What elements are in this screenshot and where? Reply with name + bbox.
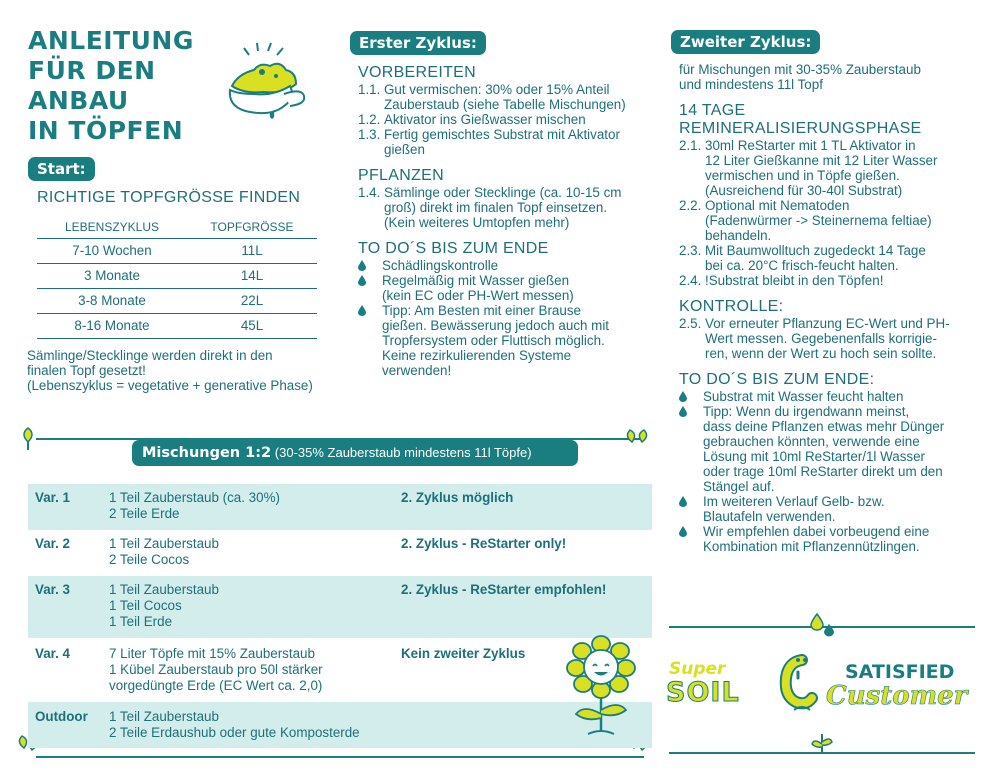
mix-badge-subtitle: (30-35% Zauberstaub mindestens 11l Töpfe) <box>274 445 532 460</box>
list-line: Kombination mit Pflanzennützlingen. <box>703 539 920 554</box>
list-item <box>679 198 979 243</box>
list-line: Optional mit Nematoden <box>705 198 850 213</box>
list-number: 1.3. <box>358 127 381 142</box>
list-line: Sämlinge oder Stecklinge (ca. 10-15 cm <box>384 185 622 200</box>
mix-line: 1 Kübel Zauberstaub pro 50l stärker <box>109 662 323 677</box>
list-line: Im weiteren Verlauf Gelb- bzw. <box>703 494 885 509</box>
mix-line: 1 Teil Zauberstaub <box>109 709 219 724</box>
title-line: ANLEITUNG <box>28 26 194 55</box>
list-line: 30ml ReStarter mit 1 TL Aktivator in <box>705 138 916 153</box>
cycle2-badge: Zweiter Zyklus: <box>671 30 820 54</box>
intro-line: für Mischungen mit 30-35% Zauberstaub <box>679 62 921 77</box>
water-drop-icon <box>679 404 703 494</box>
list-item <box>679 243 979 273</box>
list-line: Aktivator ins Gießwasser mischen <box>384 112 586 127</box>
list-line: (Ausreichend für 30-40l Substrat) <box>705 183 903 198</box>
list-line: gießen. Bewässerung jedoch auch mit <box>382 318 610 333</box>
plant-section <box>358 167 648 230</box>
list-item <box>358 127 648 157</box>
list-line: groß) direkt im finalen Topf einsetzen. <box>384 200 608 215</box>
list-line: Mit Baumwolltuch zugedeckt 14 Tage <box>705 243 926 258</box>
list-line: Gut vermischen: 30% oder 15% Anteil <box>384 82 610 97</box>
sprout-icon <box>808 730 836 758</box>
cycle1-column <box>358 64 648 388</box>
list-line: Substrat mit Wasser feucht halten <box>703 389 904 404</box>
logo-customer: Customer <box>826 681 968 711</box>
intro-line: und mindestens 11l Topf <box>679 77 823 92</box>
water-drop-icon <box>358 258 382 273</box>
table-header-potsize: TOPFGRÖSSE <box>187 217 317 239</box>
pot-size-table <box>37 217 317 339</box>
vine-divider-bottom <box>36 756 644 758</box>
list-item <box>358 185 648 230</box>
list-item <box>679 524 979 554</box>
list-number: 2.1. <box>679 138 702 153</box>
plant-heading: PFLANZEN <box>358 167 444 184</box>
table-row <box>37 289 317 314</box>
list-line: Schädlingskontrolle <box>382 258 499 273</box>
list-item <box>679 138 979 198</box>
list-item <box>679 316 979 361</box>
mix-description <box>109 582 409 630</box>
mix-line: 7 Liter Töpfe mit 15% Zauberstaub <box>109 646 315 661</box>
mix-variant: Var. 3 <box>35 582 70 597</box>
list-line: Stängel auf. <box>703 479 775 494</box>
water-drop-icon <box>679 494 703 524</box>
table-cell: 22L <box>187 289 317 314</box>
main-title <box>28 26 248 146</box>
flower-mascot-icon <box>562 634 640 740</box>
table-row <box>28 576 652 638</box>
list-line: Vor erneuter Pflanzung EC-Wert und PH- <box>705 316 950 331</box>
table-row <box>28 638 652 702</box>
logo-super: Super <box>669 659 726 679</box>
mix-line: vorgedüngte Erde (EC Wert ca. 2,0) <box>109 678 323 693</box>
mix-line: 1 Teil Zauberstaub <box>109 582 219 597</box>
table-cell: 7-10 Wochen <box>37 239 187 264</box>
list-line: !Substrat bleibt in den Töpfen! <box>705 273 884 288</box>
mix-variant: Var. 4 <box>35 646 70 661</box>
mix-line: 2 Teile Cocos <box>109 552 190 567</box>
mix-result: 2. Zyklus - ReStarter only! <box>401 536 567 551</box>
list-line: Tropfersystem oder Fluttisch möglich. <box>382 333 605 348</box>
mix-badge-title: Mischungen 1:2 <box>142 445 272 461</box>
start-badge: Start: <box>28 157 95 181</box>
list-number: 2.4. <box>679 273 702 288</box>
todo2-heading: TO DO´S BIS ZUM ENDE: <box>679 371 875 388</box>
cycle2-column <box>679 62 979 564</box>
list-line: gebrauchen könnten, verwende eine <box>703 434 920 449</box>
water-drop-icon <box>358 303 382 378</box>
title-line: IN TÖPFEN <box>28 116 184 145</box>
list-item <box>679 494 979 524</box>
list-line: ren, wenn der Wert zu hoch sein sollte. <box>705 346 937 361</box>
mix-description <box>109 646 409 694</box>
list-number: 2.5. <box>679 316 702 331</box>
mix-result: 2. Zyklus möglich <box>401 490 514 505</box>
list-item <box>358 258 648 273</box>
control-heading: KONTROLLE: <box>679 298 784 315</box>
mix-variant: Var. 1 <box>35 490 70 505</box>
table-cell: 3 Monate <box>37 264 187 289</box>
list-item <box>679 389 979 404</box>
title-line: FÜR DEN <box>28 56 156 85</box>
remin-heading <box>679 102 979 138</box>
list-line: oder trage 10ml ReStarter direkt um den <box>703 464 943 479</box>
list-item <box>358 112 648 127</box>
list-item <box>679 404 979 494</box>
mix-badge <box>132 440 578 466</box>
pot-size-heading: RICHTIGE TOPFGRÖSSE FINDEN <box>37 189 301 206</box>
todo1-heading: TO DO´S BIS ZUM ENDE <box>358 240 549 257</box>
table-row <box>37 264 317 289</box>
mix-result: Kein zweiter Zyklus <box>401 646 526 661</box>
table-cell: 3-8 Monate <box>37 289 187 314</box>
table-header-lifecycle: LEBENSZYKLUS <box>37 217 187 239</box>
mix-description <box>109 490 409 522</box>
list-line: gießen <box>384 142 425 157</box>
list-number: 2.3. <box>679 243 702 258</box>
list-number: 2.2. <box>679 198 702 213</box>
cycle2-intro <box>679 62 979 92</box>
mix-line: 1 Teil Cocos <box>109 598 182 613</box>
list-line: Regelmäßig mit Wasser gießen <box>382 273 570 288</box>
list-item <box>358 82 648 112</box>
water-drop-icon <box>358 273 382 303</box>
list-line: behandeln. <box>705 228 772 243</box>
list-item <box>679 273 979 288</box>
cycle1-badge: Erster Zyklus: <box>350 31 486 55</box>
water-drop-icon <box>679 389 703 404</box>
mix-line: 2 Teile Erdaushub oder gute Komposterde <box>109 725 360 740</box>
leaf-icon <box>622 426 652 452</box>
list-line: Blautafeln verwenden. <box>703 509 836 524</box>
list-line: Lösung mit 10ml ReStarter/1l Wasser <box>703 449 926 464</box>
list-line: 12 Liter Gießkanne mit 12 Liter Wasser <box>705 153 938 168</box>
list-line: (kein EC oder PH-Wert messen) <box>382 288 574 303</box>
todo2-section <box>679 371 979 554</box>
logo-satisfied: SATISFIED <box>845 661 955 683</box>
control-section <box>679 298 979 361</box>
table-row <box>28 484 652 530</box>
note-line: Sämlinge/Stecklinge werden direkt in den <box>27 348 273 363</box>
list-line: Fertig gemischtes Substrat mit Aktivator <box>384 127 620 142</box>
prepare-heading: VORBEREITEN <box>358 64 476 81</box>
note-line: (Lebenszyklus = vegetative + generative Phase) <box>27 378 313 393</box>
worm-mascot-icon <box>772 652 822 714</box>
mix-description <box>109 709 409 741</box>
soil-hand-icon <box>224 38 314 122</box>
remin-section <box>679 102 979 288</box>
seedling-note <box>27 348 337 393</box>
logo-soil: SOIL <box>666 677 740 708</box>
list-line: verwenden! <box>382 363 452 378</box>
list-line: Zauberstaub (siehe Tabelle Mischungen) <box>384 97 626 112</box>
leaf-icon <box>16 426 40 452</box>
list-line: bei ca. 20°C frisch-feucht halten. <box>705 258 899 273</box>
table-cell: 45L <box>187 314 317 339</box>
water-drops-icon <box>808 610 838 640</box>
list-line: (Kein weiteres Umtopfen mehr) <box>384 215 570 230</box>
mix-line: 1 Teil Zauberstaub (ca. 30%) <box>109 490 280 505</box>
list-line: dass deine Pflanzen etwas mehr Dünger <box>703 419 945 434</box>
list-line: (Fadenwürmer -> Steinernema feltiae) <box>705 213 932 228</box>
list-line: Wir empfehlen dabei vorbeugend eine <box>703 524 930 539</box>
list-number: 1.4. <box>358 185 381 200</box>
table-cell: 14L <box>187 264 317 289</box>
table-row <box>28 530 652 576</box>
prepare-section <box>358 64 648 157</box>
table-row <box>37 239 317 264</box>
list-item <box>358 303 648 378</box>
table-cell: 8-16 Monate <box>37 314 187 339</box>
list-line: vermischen und in Töpfe gießen. <box>705 168 900 183</box>
remin-heading-line: REMINERALISIERUNGSPHASE <box>679 120 922 137</box>
table-cell: 11L <box>187 239 317 264</box>
mix-line: 1 Teil Zauberstaub <box>109 536 219 551</box>
list-line: Tipp: Wenn du irgendwann meinst, <box>703 404 910 419</box>
list-number: 1.2. <box>358 112 381 127</box>
mix-description <box>109 536 409 568</box>
mix-line: 2 Teile Erde <box>109 506 180 521</box>
mix-result: 2. Zyklus - ReStarter empfohlen! <box>401 582 607 597</box>
list-line: Tipp: Am Besten mit einer Brause <box>382 303 581 318</box>
note-line: finalen Topf gesetzt! <box>27 363 146 378</box>
table-row <box>28 702 652 748</box>
mix-variant: Outdoor <box>35 709 88 724</box>
list-number: 1.1. <box>358 82 381 97</box>
list-line: Keine rezirkulierenden Systeme <box>382 348 572 363</box>
list-line: Wert messen. Gegebenenfalls korrigie- <box>705 331 937 346</box>
todo1-section <box>358 240 648 378</box>
mix-variant: Var. 2 <box>35 536 70 551</box>
mix-line: 1 Teil Erde <box>109 614 173 629</box>
table-row <box>37 314 317 339</box>
water-drop-icon <box>679 524 703 554</box>
title-line: ANBAU <box>28 86 129 115</box>
list-item <box>358 273 648 303</box>
remin-heading-line: 14 TAGE <box>679 102 746 119</box>
